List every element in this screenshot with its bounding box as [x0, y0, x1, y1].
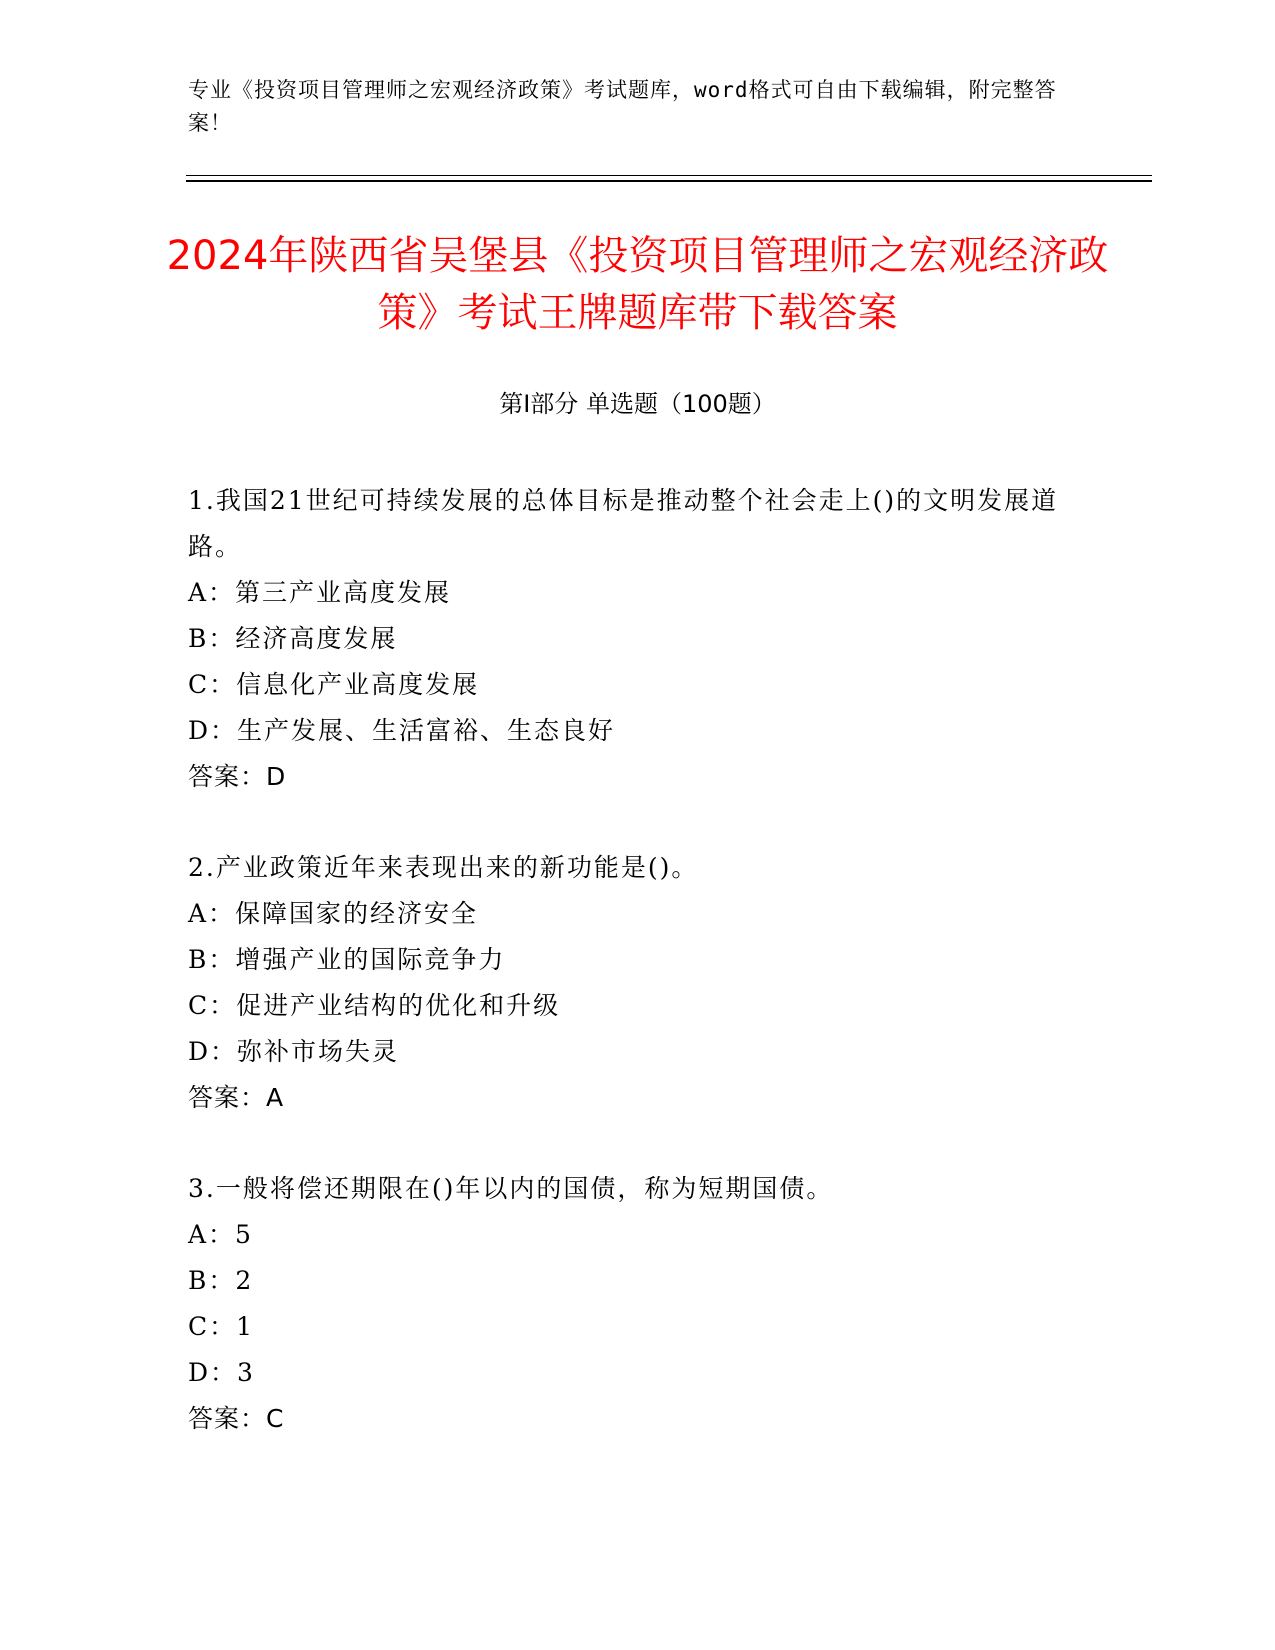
option-c: C：信息化产业高度发展: [188, 670, 480, 699]
option-a: A：保障国家的经济安全: [188, 899, 479, 928]
option-c: C：1: [188, 1312, 255, 1341]
question-3: [188, 1166, 1088, 1442]
option-c: C：促进产业结构的优化和升级: [188, 991, 561, 1020]
option-b: B：经济高度发展: [188, 624, 398, 653]
header-note: 专业《投资项目管理师之宏观经济政策》考试题库，word格式可自由下载编辑，附完整答案！: [188, 78, 1057, 135]
option-d: D：弥补市场失灵: [188, 1037, 400, 1066]
option-b: B：增强产业的国际竞争力: [188, 945, 506, 974]
question-1: [188, 478, 1088, 800]
question-2: [188, 845, 1088, 1121]
answer: 答案：D: [188, 762, 287, 791]
answer: 答案：A: [188, 1083, 285, 1112]
option-a: A：第三产业高度发展: [188, 578, 452, 607]
section-title: 第Ⅰ部分 单选题（100题）: [499, 390, 776, 418]
header-divider-thin: [186, 175, 1152, 176]
option-a: A：5: [188, 1220, 253, 1249]
header-divider-thick: [186, 180, 1152, 182]
question-stem: 2.产业政策近年来表现出来的新功能是()。: [188, 853, 699, 882]
answer: 答案：C: [188, 1404, 285, 1433]
option-d: D：3: [188, 1358, 255, 1387]
option-b: B：2: [188, 1266, 254, 1295]
question-stem: 3.一般将偿还期限在()年以内的国债，称为短期国债。: [188, 1174, 834, 1203]
question-stem: 1.我国21世纪可持续发展的总体目标是推动整个社会走上()的文明发展道路。: [188, 486, 1059, 561]
document-title: 2024年陕西省吴堡县《投资项目管理师之宏观经济政策》考试王牌题库带下载答案: [166, 233, 1109, 336]
question-list: [188, 478, 1088, 1487]
option-d: D：生产发展、生活富裕、生态良好: [188, 716, 616, 745]
